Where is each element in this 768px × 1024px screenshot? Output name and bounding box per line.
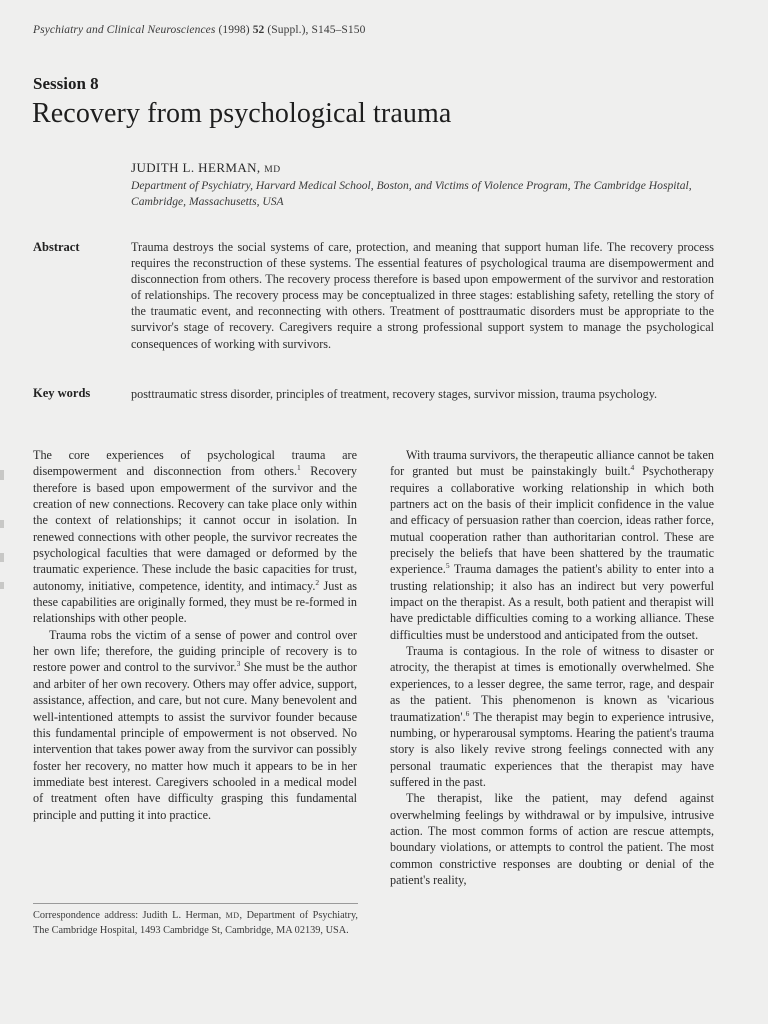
text-run: Recovery therefore is based upon empowerment of the survivor and the creation of new connections. Recovery can take place only within the context of relationships; it cannot occur in isolation. In renewed connections with other people, the survivor recreates the psychological faculties that were damaged or deformed by the traumatic experience. These include the basic capacities for trust, autonomy, initiative, competence, identity, and intimacy.: [33, 464, 358, 593]
text-run: Psychotherapy requires a collaborative working relationship in which both partners act on the basis of their implicit confidence in the value and efficacy of persuasion rather than coercion, ideas rather force, mutual cooperation rather than authoritarian control. These are precisely the beliefs that have been shattered by the traumatic experience.: [390, 464, 714, 577]
abstract-text: Trauma destroys the social systems of care, protection, and meaning that support human life. The recovery process requires the reconstruction of these systems. The essential features of psychological trauma are disempowerment and disconnection from others. The recovery process therefore is based upon empowerment of the survivor and restoration of relationships. The recovery process may be conceptualized in three stages: establishing safety, retelling the story of the traumatic event, and reconnecting with others. Treatment of posttraumatic disorders must be appropriate to the survivor's stage of recovery. Caregivers require a strong professional support system to manage the psychological consequences of working with survivors.: [131, 240, 714, 351]
author-degree: MD: [225, 911, 240, 920]
text-run: Correspondence address: Judith L. Herman,: [33, 910, 222, 921]
author-line: [131, 160, 281, 176]
paragraph: The therapist, like the patient, may defend against overwhelming feelings by withdrawal or by impulsive, intrusive action. The most common forms of action are rescue attempts, boundary violations, or attempts to control the patient. The most common constrictive responses are doubting or denial of the patient's reality,: [390, 791, 714, 887]
keywords-label: Key words: [33, 386, 91, 400]
scan-edge-mark: [0, 553, 4, 562]
journal-pages: (Suppl.), S145–S150: [267, 24, 366, 36]
author-name: JUDITH L. HERMAN,: [131, 160, 261, 175]
scan-edge-mark: [0, 582, 4, 589]
text-run: With trauma survivors, the therapeutic alliance cannot be taken for granted but must be painstakingly built.: [390, 448, 714, 479]
text-run: She must be the author and arbiter of her own recovery. Others may offer advice, support, assistance, affection, and care, but not cure. Many benevolent and well-intentioned attempts to assist the survivor founder because this fundamental principle of empowerment is not observed. No intervention that takes power away from the survivor can possibly foster her recovery, no matter how much it appears to be in her immediate best interest. Caregivers schooled in a medical model of treatment often have difficulty grasping this fundamental principle and putting it into practice.: [33, 660, 357, 822]
author-affiliation: Department of Psychiatry, Harvard Medical School, Boston, and Victims of Violence Program, The Cambridge Hospital, Cambridge, Massachusetts, USA: [131, 179, 692, 208]
text-run: Trauma is contagious. In the role of witness to disaster or atrocity, the therapist at times is emotionally overwhelmed. She experiences, to a lesser degree, the same terror, rage, and despair as the patient. This phenomenon is known as 'vicarious traumatization'.: [390, 644, 714, 724]
text-run: , Department of Psychiatry, The Cambridge Hospital, 1493 Cambridge St, Cambridge, MA 02139, USA.: [33, 910, 359, 937]
body-column-left: [33, 447, 357, 823]
text-run: Trauma damages the patient's ability to enter into a trusting relationship; it also has an indirect but very powerful impact on the therapist. As a result, both patient and therapist will have predictable difficulties coming to a working alliance. These difficulties must be understood and anticipated from the outset.: [390, 562, 714, 642]
footnote-rule: [33, 903, 358, 904]
abstract-label: Abstract: [33, 240, 80, 254]
journal-year: (1998): [218, 24, 250, 36]
journal-volume: 52: [252, 24, 265, 36]
text-run: Trauma robs the victim of a sense of power and control over her own life; therefore, the guiding principle of recovery is to restore power and control to the survivor.: [33, 627, 357, 675]
paragraph: [390, 643, 714, 790]
reference-marker: 1: [297, 463, 301, 473]
reference-marker: 4: [630, 463, 635, 473]
paragraph: [390, 447, 714, 643]
reference-marker: 5: [445, 561, 450, 571]
session-label: Session 8: [33, 74, 99, 93]
scan-edge-mark: [0, 470, 4, 480]
author-degree: MD: [264, 165, 281, 175]
paragraph: [33, 627, 357, 823]
reference-marker: 2: [315, 577, 320, 587]
correspondence-footnote: [33, 908, 358, 939]
keywords-text: posttraumatic stress disorder, principles of treatment, recovery stages, survivor mission, trauma psychology.: [131, 387, 658, 401]
body-column-right: [390, 447, 714, 888]
text-run: The therapist may begin to experience intrusive, numbing, or hyperarousal symptoms. Hearing the patient's trauma story is also likely revive strong feelings connected with any personal traumatic experiences that the therapist may have suffered in the past.: [390, 709, 714, 789]
text-run: Just as these capabilities are originally formed, they must be re-formed in relationships with other people.: [33, 578, 357, 626]
paragraph: [33, 447, 357, 627]
running-head: [33, 24, 365, 36]
article-title: Recovery from psychological trauma: [32, 98, 452, 129]
reference-marker: 3: [236, 659, 241, 669]
journal-name: Psychiatry and Clinical Neurosciences: [33, 24, 216, 36]
text-run: The core experiences of psychological trauma are disempowerment and disconnection from others.: [33, 448, 357, 479]
scan-edge-mark: [0, 520, 4, 528]
reference-marker: 6: [465, 708, 470, 718]
